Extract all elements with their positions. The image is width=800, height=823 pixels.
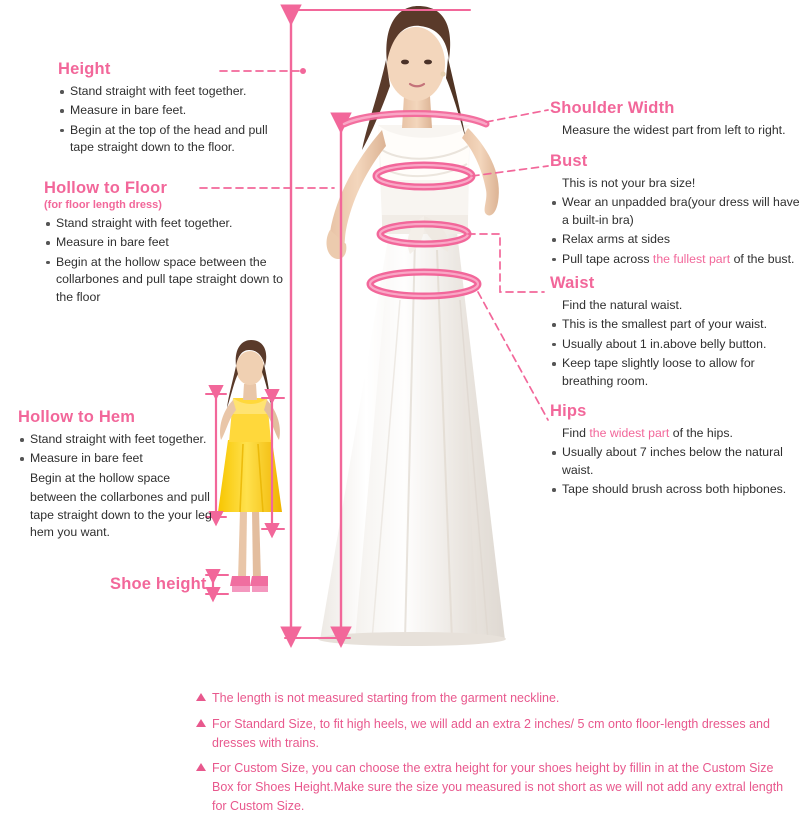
triangle-bullet-icon bbox=[196, 719, 206, 727]
section-shoulder-width-heading: Shoulder Width bbox=[550, 99, 675, 117]
list-item: Measure the widest part from left to right. bbox=[562, 123, 786, 137]
section-bust-bullets bbox=[550, 175, 800, 268]
section-shoulder-width-bullets bbox=[550, 122, 800, 139]
section-hips-heading: Hips bbox=[550, 402, 587, 420]
section-hollow-to-floor-heading: Hollow to Floor bbox=[44, 179, 168, 197]
section-shoe-height bbox=[110, 575, 207, 594]
section-height-bullets bbox=[58, 83, 288, 157]
section-hollow-to-floor-subheading: (for floor length dress) bbox=[44, 199, 162, 211]
list-item: Measure in bare feet bbox=[44, 234, 284, 251]
section-hollow-to-floor-bullets bbox=[44, 215, 284, 306]
section-hollow-to-hem-heading: Hollow to Hem bbox=[18, 408, 136, 426]
footnote-text: For Standard Size, to fit high heels, we will add an extra 2 inches/ 5 cm onto floor-length dresses and dresses with trains. bbox=[212, 716, 770, 750]
list-item: This is the smallest part of your waist. bbox=[550, 316, 800, 333]
section-hollow-to-hem bbox=[18, 408, 228, 544]
section-bust bbox=[550, 152, 800, 270]
section-height bbox=[58, 60, 288, 159]
triangle-bullet-icon bbox=[196, 693, 206, 701]
bride-figure bbox=[318, 6, 506, 646]
footnotes bbox=[196, 689, 796, 823]
section-waist bbox=[550, 274, 800, 392]
list-item: Measure in bare feet. bbox=[58, 102, 288, 119]
footnote-text: The length is not measured starting from the garment neckline. bbox=[212, 691, 560, 705]
list-item: Keep tape slightly loose to allow for breathing room. bbox=[550, 355, 800, 390]
list-item: Usually about 1 in.above belly button. bbox=[550, 336, 800, 353]
footnote-row bbox=[196, 689, 796, 708]
list-item: between the collarbones and pull tape straight down to the your leg hem you want. bbox=[30, 490, 212, 540]
section-shoulder-width bbox=[550, 99, 800, 141]
list-item: This is not your bra size! bbox=[562, 176, 696, 190]
section-waist-bullets bbox=[550, 297, 800, 390]
footnote-text: For Custom Size, you can choose the extra height for your shoes height by fillin in at the Custom Size Box for Shoes Height.Make sure the size you measured is not short as we will not add any extral length for Custom Size. bbox=[212, 761, 784, 813]
section-hollow-to-floor bbox=[44, 179, 284, 308]
list-item: Pull tape across the fullest part of the bust. bbox=[550, 251, 800, 268]
list-item: Relax arms at sides bbox=[550, 231, 800, 248]
section-hips bbox=[550, 402, 800, 501]
section-hollow-to-hem-bullets bbox=[18, 431, 228, 542]
section-hips-bullets bbox=[550, 425, 800, 499]
list-item: Begin at the hollow space bbox=[30, 470, 171, 485]
list-item: Begin at the hollow space between the collarbones and pull tape straight down to the floor bbox=[44, 254, 284, 306]
list-item: Measure in bare feet bbox=[18, 450, 228, 467]
footnote-row bbox=[196, 759, 796, 815]
list-item: Begin at the top of the head and pull tape straight down to the floor. bbox=[58, 122, 288, 157]
list-item: Find the natural waist. bbox=[562, 298, 683, 312]
section-shoe-height-heading: Shoe height bbox=[110, 575, 207, 593]
section-waist-heading: Waist bbox=[550, 274, 595, 292]
list-item: Stand straight with feet together. bbox=[58, 83, 288, 100]
triangle-bullet-icon bbox=[196, 763, 206, 771]
footnote-row bbox=[196, 715, 796, 753]
list-item: Usually about 7 inches below the natural waist. bbox=[550, 444, 800, 479]
section-height-heading: Height bbox=[58, 60, 111, 78]
list-item: Wear an unpadded bra(your dress will have a built-in bra) bbox=[550, 194, 800, 229]
list-item: Find the widest part of the hips. bbox=[562, 426, 733, 440]
section-bust-heading: Bust bbox=[550, 152, 588, 170]
list-item: Tape should brush across both hipbones. bbox=[550, 481, 800, 498]
list-item: Stand straight with feet together. bbox=[44, 215, 284, 232]
list-item: Stand straight with feet together. bbox=[18, 431, 228, 448]
